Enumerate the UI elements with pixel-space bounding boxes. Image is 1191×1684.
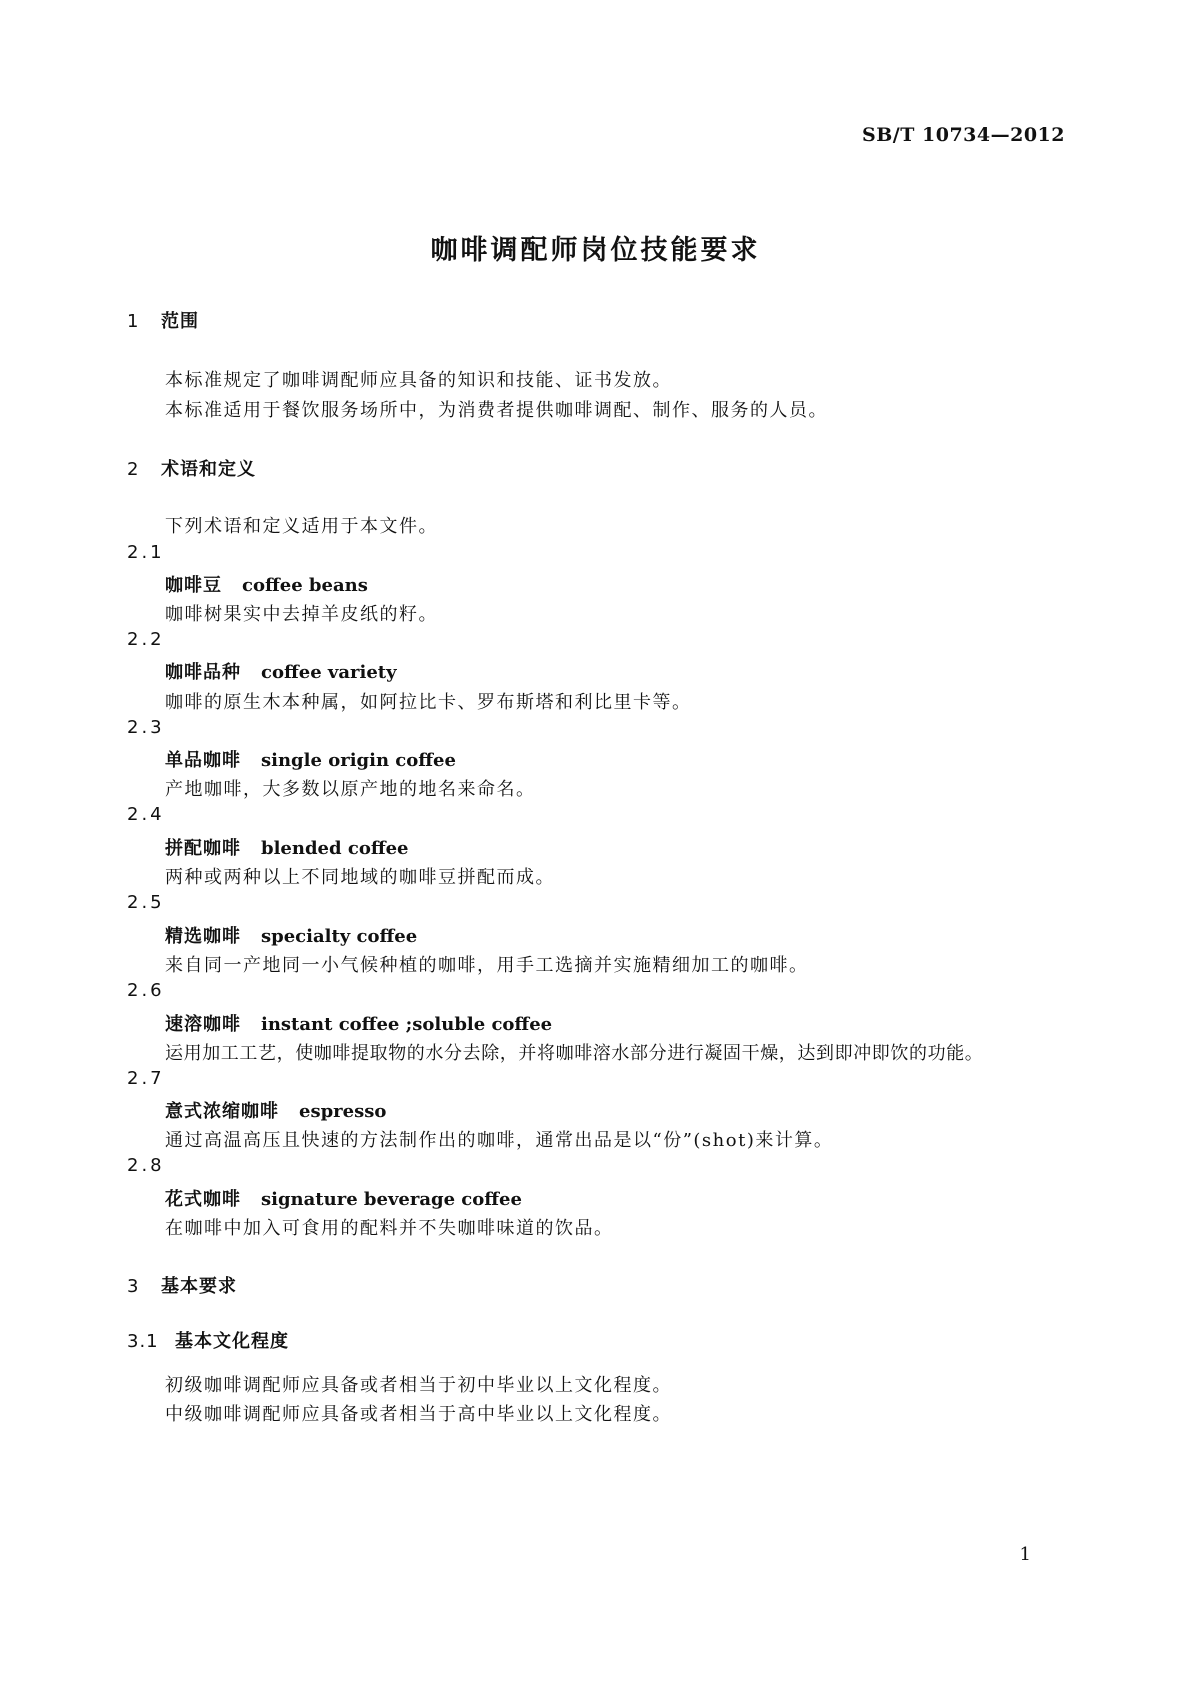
term-entry	[165, 1185, 522, 1211]
section-1-heading	[127, 307, 199, 333]
term-entry	[165, 658, 397, 684]
subsection-number: 3.1	[127, 1331, 159, 1352]
term-english: espresso	[299, 1101, 387, 1122]
section-title: 基本要求	[161, 1276, 237, 1297]
term-chinese: 花式咖啡	[165, 1189, 241, 1210]
term-entry	[165, 922, 417, 948]
term-chinese: 意式浓缩咖啡	[165, 1101, 279, 1122]
term-number: 2.6	[127, 980, 165, 1001]
subsection-title: 基本文化程度	[175, 1331, 289, 1352]
subsection-3-1-heading	[127, 1327, 289, 1353]
paragraph: 初级咖啡调配师应具备或者相当于初中毕业以上文化程度。	[165, 1375, 672, 1396]
term-entry	[165, 1010, 552, 1036]
term-english: coffee beans	[242, 575, 368, 596]
term-chinese: 咖啡品种	[165, 662, 241, 683]
term-entry	[165, 1097, 386, 1123]
term-definition: 咖啡的原生木本种属，如阿拉比卡、罗布斯塔和利比里卡等。	[165, 692, 692, 713]
section-number: 3	[127, 1276, 140, 1297]
term-chinese: 咖啡豆	[165, 575, 222, 596]
term-definition: 运用加工工艺，使咖啡提取物的水分去除，并将咖啡溶水部分进行凝固干燥，达到即冲即饮的功能。	[165, 1043, 984, 1064]
term-definition: 通过高温高压且快速的方法制作出的咖啡，通常出品是以“份”(shot)来计算。	[165, 1130, 834, 1151]
term-entry	[165, 834, 409, 860]
term-chinese: 单品咖啡	[165, 750, 241, 771]
term-number: 2.1	[127, 542, 165, 563]
term-english: single origin coffee	[261, 750, 456, 771]
term-english: blended coffee	[261, 838, 409, 859]
page-number: 1	[1019, 1544, 1031, 1565]
term-number: 2.4	[127, 804, 165, 825]
term-number: 2.3	[127, 717, 165, 738]
term-entry	[165, 746, 456, 772]
term-definition: 来自同一产地同一小气候种植的咖啡，用手工选摘并实施精细加工的咖啡。	[165, 955, 809, 976]
paragraph: 本标准适用于餐饮服务场所中，为消费者提供咖啡调配、制作、服务的人员。	[165, 400, 828, 421]
term-english: specialty coffee	[261, 926, 418, 947]
term-definition: 咖啡树果实中去掉羊皮纸的籽。	[165, 604, 438, 625]
section-2-heading	[127, 455, 256, 481]
term-entry	[165, 571, 368, 597]
term-number: 2.8	[127, 1155, 165, 1176]
term-english: instant coffee ;soluble coffee	[261, 1014, 553, 1035]
term-english: coffee variety	[261, 662, 397, 683]
term-number: 2.7	[127, 1068, 165, 1089]
section-title: 术语和定义	[161, 459, 256, 480]
document-title: 咖啡调配师岗位技能要求	[430, 235, 761, 266]
term-english: signature beverage coffee	[261, 1189, 522, 1210]
term-chinese: 速溶咖啡	[165, 1014, 241, 1035]
term-definition: 在咖啡中加入可食用的配料并不失咖啡味道的饮品。	[165, 1218, 614, 1239]
standard-code: SB/T 10734—2012	[862, 124, 1065, 146]
term-number: 2.5	[127, 892, 165, 913]
section-intro: 下列术语和定义适用于本文件。	[165, 516, 438, 537]
term-number: 2.2	[127, 629, 165, 650]
paragraph: 中级咖啡调配师应具备或者相当于高中毕业以上文化程度。	[165, 1404, 672, 1425]
section-number: 2	[127, 459, 140, 480]
term-definition: 两种或两种以上不同地域的咖啡豆拼配而成。	[165, 867, 555, 888]
paragraph: 本标准规定了咖啡调配师应具备的知识和技能、证书发放。	[165, 370, 672, 391]
term-chinese: 拼配咖啡	[165, 838, 241, 859]
section-title: 范围	[161, 311, 199, 332]
section-number: 1	[127, 311, 140, 332]
term-definition: 产地咖啡，大多数以原产地的地名来命名。	[165, 779, 536, 800]
section-3-heading	[127, 1272, 237, 1298]
term-chinese: 精选咖啡	[165, 926, 241, 947]
